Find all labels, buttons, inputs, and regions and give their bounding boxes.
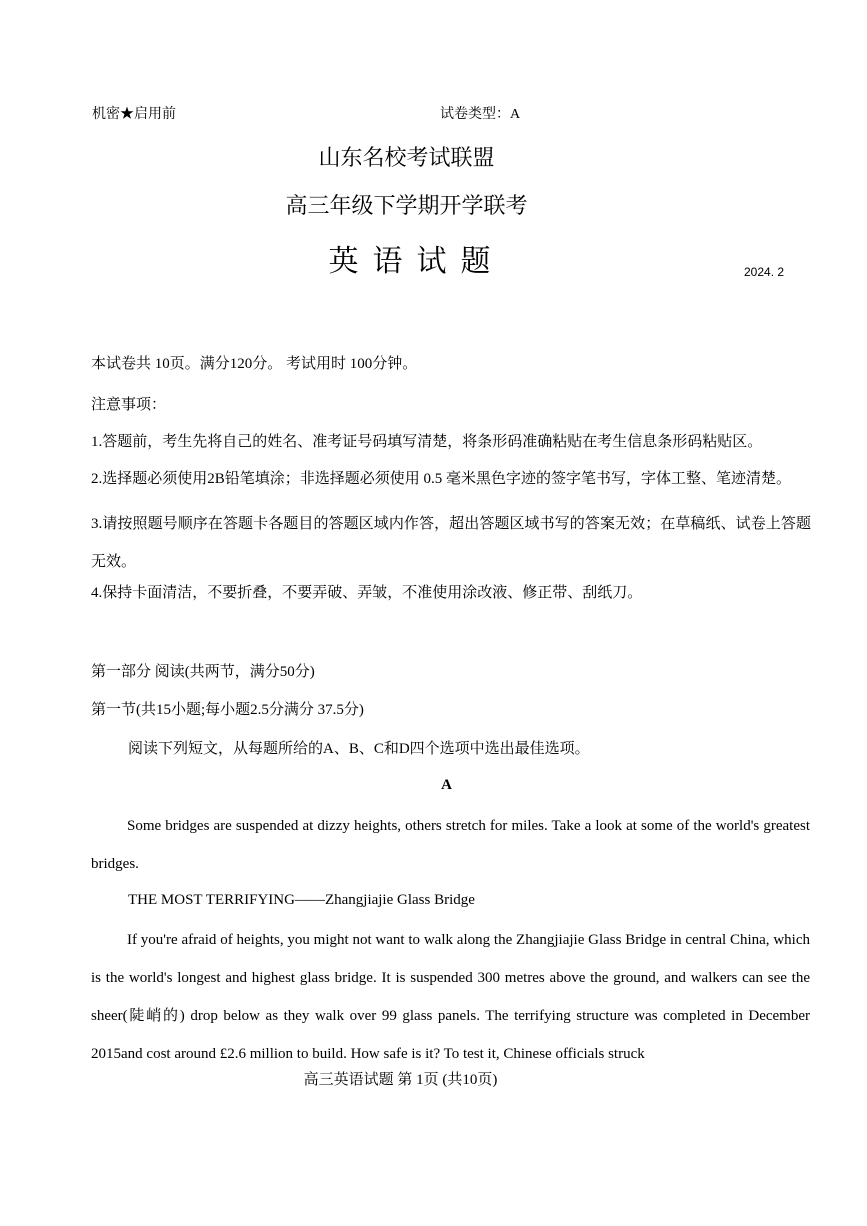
exam-name-text: 高三年级下学期开学联考 bbox=[285, 193, 528, 218]
page-footer bbox=[0, 1068, 867, 1089]
passage-letter-text: A bbox=[441, 777, 452, 793]
exam-title bbox=[0, 189, 867, 220]
passage-intro-paragraph: Some bridges are suspended at dizzy heights, others stretch for miles. Take a look at some of the world's greatest bridges. bbox=[91, 818, 810, 872]
notice-title: 注意事项： bbox=[91, 397, 167, 413]
notice-item: 1.答题前，考生先将自己的姓名、准考证号码填写清楚，将条形码准确粘贴在考生信息条形码粘贴区。 bbox=[91, 434, 763, 450]
notice-item: 2.选择题必须使用2B铅笔填涂；非选择题必须使用 0.5 毫米黑色字迹的签字笔书写，字体工整、笔迹清楚。 bbox=[91, 471, 792, 487]
paper-type-label: 试卷类型：A bbox=[440, 107, 521, 122]
confidential-label: 机密★启用前 bbox=[92, 107, 176, 122]
organization-text: 山东名校考试联盟 bbox=[318, 145, 495, 170]
section-title: 第一节(共15小题;每小题2.5分满分 37.5分) bbox=[91, 702, 364, 718]
passage-subheading: THE MOST TERRIFYING——Zhangjiajie Glass Bridge bbox=[128, 892, 475, 908]
organization-title bbox=[0, 141, 867, 172]
subject-text: 英语试题 bbox=[328, 245, 505, 278]
section-instruction: 阅读下列短文，从每题所给的A、B、C和D四个选项中选出最佳选项。 bbox=[128, 741, 590, 757]
page-number-label: 高三英语试题 第 1页 (共10页) bbox=[303, 1072, 498, 1088]
part-title: 第一部分 阅读(共两节，满分50分) bbox=[91, 664, 315, 680]
exam-date: 2024. 2 bbox=[744, 265, 785, 279]
subject-title bbox=[0, 236, 867, 280]
passage-letter bbox=[0, 777, 867, 794]
notice-item: 3.请按照题号顺序在答题卡各题目的答题区域内作答，超出答题区域书写的答案无效；在草稿纸、试卷上答题无效。 bbox=[91, 516, 811, 570]
passage-body-paragraph: If you're afraid of heights, you might not want to walk along the Zhangjiajie Glass Bridge in central China, which is the world's longest and highest glass bridge. It is suspended 300 metres above the ground, and walkers can see the sheer(陡峭的) drop below as they walk over 99 glass panels. The terrifying structure was completed in December 2015and cost around £2.6 million to build. How safe is it? To test it, Chinese officials struck bbox=[91, 932, 810, 1062]
paper-summary: 本试卷共 10页。满分120分。 考试用时 100分钟。 bbox=[91, 356, 418, 372]
notice-item: 4.保持卡面清洁，不要折叠，不要弄破、弄皱，不准使用涂改液、修正带、刮纸刀。 bbox=[91, 585, 643, 601]
